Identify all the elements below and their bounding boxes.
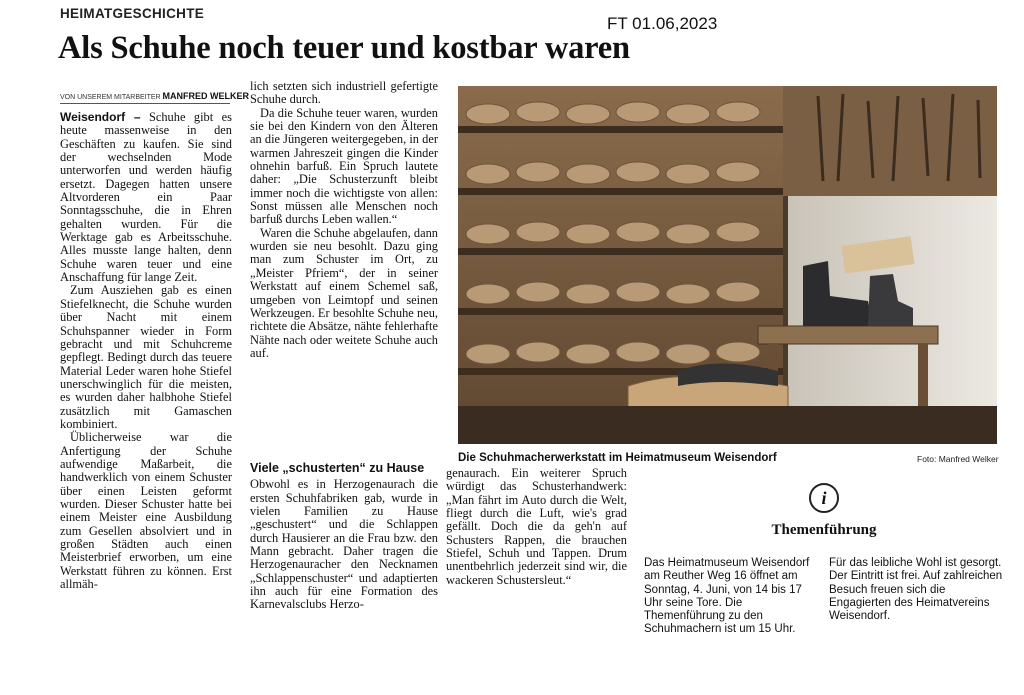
infobox-title: Themenführung [771, 522, 877, 538]
paragraph: genaurach. Ein weiterer Spruch würdigt das Schusterhandwerk: „Man fährt im Auto durch die Welt, fliegt durch die Luft, wie's grad gefällt. Doch die da geh'n auf Schusters Rappen, die brauchen Stiefel, Schuh und Tappen. Drum unentbehrlich jederzeit sind wir, die wackeren Schustersleut.“ [446, 466, 627, 587]
infobox-column-2: Für das leibliche Wohl ist gesorgt. Der Eintritt ist frei. Auf zahlreichen Besuch freuen sich die Engagierten des Heimatvereins Weisendorf. [829, 557, 1003, 623]
paragraph: Obwohl es in Herzogenaurach die ersten Schuhfabriken gab, wurde in vielen Familien zu Hause „geschustert“ und die Schlappen durch Hausierer an die Frau bzw. den Mann gebracht. Daher tragen die Herzogenauracher den Necknamen „Schlappenschuster“ und adaptierten ihn auch für eine Formation des Karnevalsclubs Herzo- [250, 477, 438, 612]
date-stamp: FT 01.06,2023 [607, 14, 718, 33]
paragraph [60, 111, 232, 284]
workshop-photo [458, 86, 997, 444]
byline [60, 91, 250, 104]
paragraph: Waren die Schuhe abgelaufen, dann wurden sie neu besohlt. Dazu ging man zum Schuster im Ort, zu „Meister Pfriem“, der in seiner Werkstatt auf einem Schemel saß, umgeben von Leimtopf und seinen Werkzeugen. Er besohlte Schuhe neu, richtete die Absätze, nähte fehlerhafte Nähte nach oder weitete Schuhe auch auf. [250, 225, 438, 360]
headline: Als Schuhe noch teuer und kostbar waren [58, 30, 630, 66]
lead-place: Weisendorf – [60, 110, 141, 124]
byline-author: MANFRED WELKER [162, 91, 250, 101]
article-column-2 [250, 80, 438, 360]
article-column-1 [60, 111, 232, 591]
photo-caption: Die Schuhmacherwerkstatt im Heimatmuseum Weisendorf [458, 452, 777, 464]
article-column-3 [446, 467, 627, 587]
photo-credit: Foto: Manfred Welker [917, 454, 999, 464]
info-icon: i [809, 483, 839, 513]
article-subhead: Viele „schusterten“ zu Hause [250, 461, 425, 475]
paragraph: Üblicherweise war die Anfertigung der Schuhe aufwendige Maßarbeit, die handwerklich von einem Schuster über einen Leisten geformt wurden. Dieser Schuster hatte bei einem Meister eine Ausbildung zum Gesellen absolviert und in großen Städten auch einen Meisterbrief erworben, um eine Werkstatt führen zu können. Erst allmäh- [60, 430, 232, 592]
paragraph: Da die Schuhe teuer waren, wurden sie bei den Kindern von den Älteren an die Jüngeren weitergegeben, in der warmen Jahreszeit gingen die Kinder ohnehin barfuß. Ein Spruch lautete daher: „Die Schusterzunft bleibt immer noch die wichtigste von allen: Sonst müssen alle Menschen noch barfuß durchs Leben wallen.“ [250, 105, 438, 227]
byline-prefix: VON UNSEREM MITARBEITER [60, 94, 163, 101]
paragraph: lich setzten sich industriell gefertigte Schuhe durch. [250, 79, 438, 107]
section-kicker: HEIMATGESCHICHTE [60, 6, 205, 21]
infobox-column-1: Das Heimatmuseum Weisendorf am Reuther Weg 16 öffnet am Sonntag, 4. Juni, von 14 bis 17 Uhr seine Tore. Die Themenführung zu den Schuhmachern ist um 15 Uhr. [644, 557, 810, 636]
article-column-2-continued [250, 460, 438, 612]
workshop-photo-illustration [458, 86, 997, 444]
paragraph: Zum Ausziehen gab es einen Stiefelknecht, die Schuhe wurden über Nacht mit einem Schuhspanner wieder in Form gebracht und mit Schuhcreme gepflegt. Bedingt durch das teuere Material Leder waren hohe Stiefel unerschwinglich für die meisten, es wurden daher halbhohe Stiefel zusätzlich mit Gamaschen kombiniert. [60, 283, 232, 431]
paragraph-text: Schuhe gibt es heute massenweise in den Geschäften zu kaufen. Sie sind der wechselnden Mode unterworfen und werden häufig ersetzt. Dagegen hatten unsere Altvorderen ein Paar Sonntagsschuhe, die in Ehren gehalten wurden. Für die Werktage gab es Arbeitsschuhe. Alles musste lange halten, denn Schuhe waren teuer und eine Anschaffung für lange Zeit. [60, 110, 232, 285]
